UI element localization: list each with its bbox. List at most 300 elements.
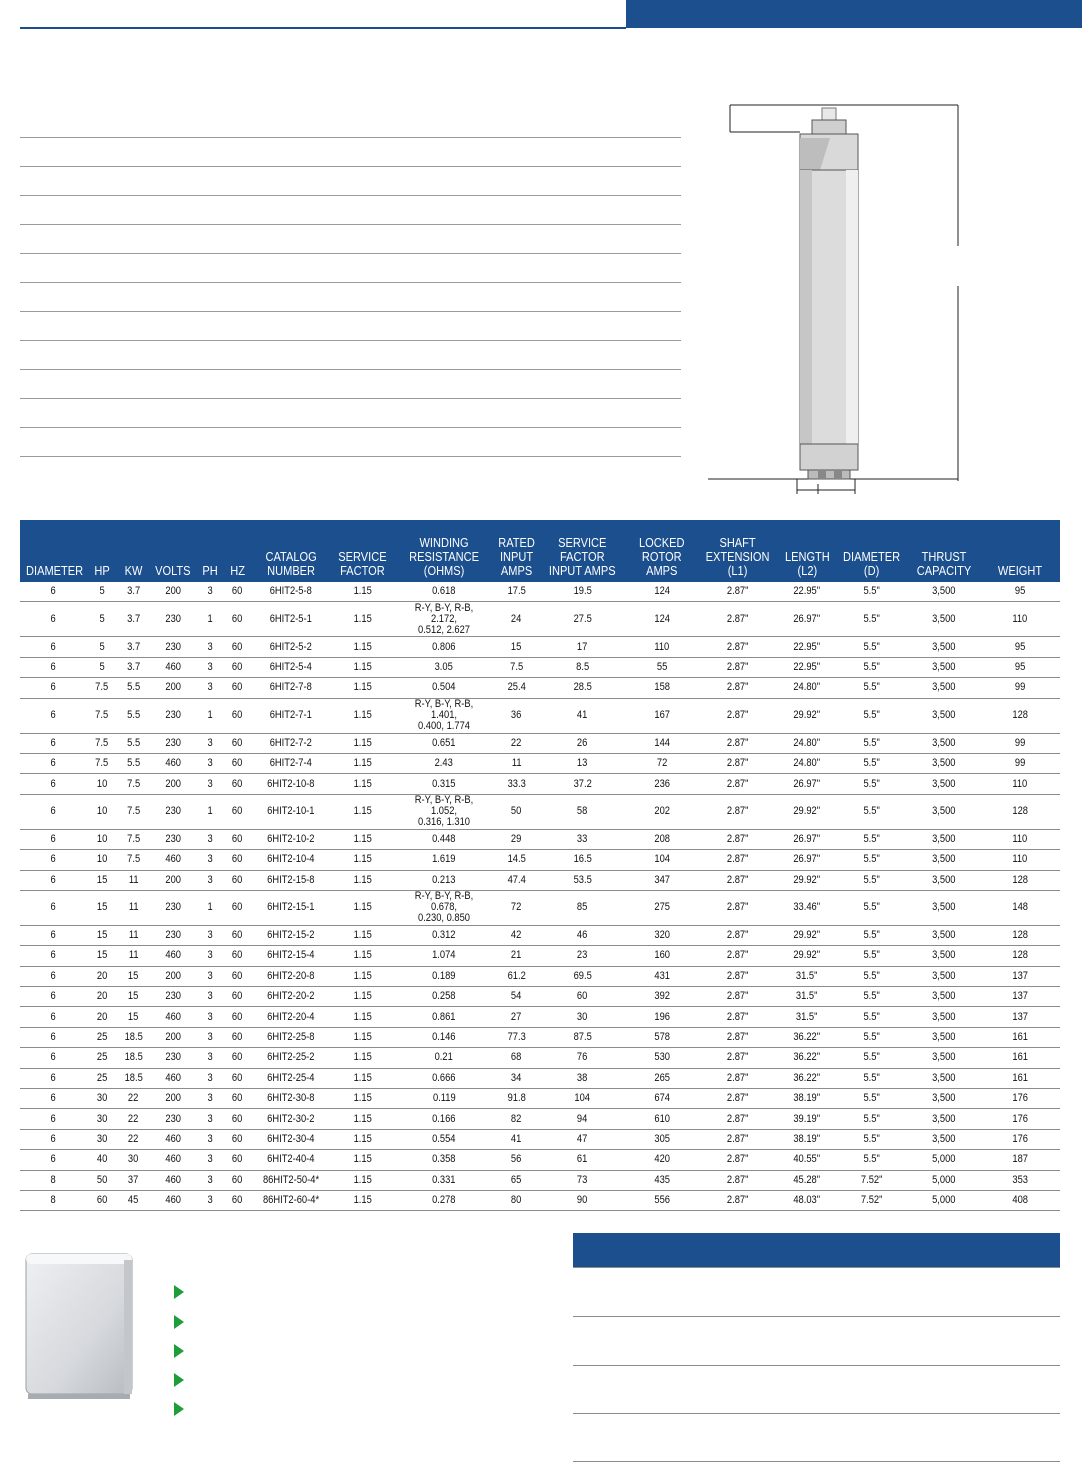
table-cell-value: 5.5" <box>863 805 881 818</box>
table-cell <box>539 1027 626 1047</box>
table-cell-value: 1.15 <box>353 949 372 962</box>
table-cell-value: 53.5 <box>573 873 592 886</box>
table-cell <box>196 987 224 1007</box>
table-cell-value: 431 <box>654 969 670 982</box>
table-cell-value: 1.15 <box>353 1092 372 1105</box>
table-cell <box>698 946 778 966</box>
spec-list-rule <box>20 369 681 370</box>
table-cell-value: 3,500 <box>932 949 956 962</box>
table-cell <box>908 925 980 945</box>
table-cell-value: 77.3 <box>507 1031 526 1044</box>
table-cell-value: 2.87" <box>727 873 749 886</box>
table-cell-value: 33.3 <box>507 777 526 790</box>
table-cell <box>626 582 698 602</box>
table-cell <box>626 870 698 890</box>
table-cell <box>778 733 836 753</box>
table-cell-value: 6 <box>50 709 57 722</box>
table-cell <box>331 582 394 602</box>
table-cell-value: 7.52" <box>861 1194 883 1207</box>
table-cell-value: 15 <box>128 990 139 1003</box>
table-cell-value: 6 <box>50 681 57 694</box>
table-cell-value: 36.22" <box>793 1051 821 1064</box>
table-cell-value: 176 <box>1012 1133 1028 1145</box>
column-header-label: SERVICE FACTOR INPUT AMPS <box>549 535 616 578</box>
table-cell-value: 5.5" <box>863 681 881 694</box>
table-cell-value: 60 <box>232 1112 243 1125</box>
table-cell-value: 3.7 <box>126 640 140 653</box>
table-cell-value: 30 <box>96 1112 108 1125</box>
table-cell-value: 2.87" <box>727 585 749 598</box>
table-cell <box>778 774 836 794</box>
table-cell-value: 36 <box>511 709 522 722</box>
table-cell-value: 6 <box>50 1092 57 1105</box>
table-cell <box>778 1027 836 1047</box>
table-cell <box>117 1027 150 1047</box>
table-cell-value: 5.5" <box>863 990 881 1003</box>
table-cell <box>117 774 150 794</box>
table-cell <box>20 1027 87 1047</box>
table-cell <box>394 1190 494 1210</box>
table-cell-value: 2.87" <box>727 1051 749 1064</box>
table-row <box>20 794 1060 829</box>
table-cell-value: 1.15 <box>353 1010 372 1023</box>
table-cell <box>331 1068 394 1088</box>
column-header <box>196 520 224 582</box>
table-cell-value: 347 <box>654 873 670 886</box>
table-cell-value: 124 <box>654 612 670 625</box>
table-cell <box>224 1068 251 1088</box>
table-cell-value: 60 <box>232 1153 243 1166</box>
table-cell <box>778 890 836 925</box>
table-cell-value: 15 <box>96 873 108 886</box>
table-cell-value: 3,500 <box>932 757 956 770</box>
table-cell <box>980 1068 1060 1088</box>
table-cell-value: 2.87" <box>727 805 749 818</box>
table-cell-value: 47.4 <box>507 873 526 886</box>
table-cell <box>150 1027 196 1047</box>
table-cell-value: 6 <box>50 990 57 1003</box>
table-cell-value: 1.074 <box>432 949 456 962</box>
table-cell <box>539 698 626 733</box>
column-header-label: PH <box>202 563 218 578</box>
table-cell-value: 10 <box>96 853 108 866</box>
table-cell <box>196 678 224 698</box>
table-cell-value: 6HIT2-5-1 <box>269 612 313 625</box>
table-cell-value: 1.15 <box>353 990 372 1003</box>
table-cell-value: 22 <box>511 736 522 749</box>
spec-list-rule <box>20 427 681 428</box>
table-cell <box>150 1190 196 1210</box>
table-cell-value: 46 <box>577 929 588 942</box>
table-cell-value: 69.5 <box>573 969 592 982</box>
table-cell-value: 5 <box>99 640 105 653</box>
table-cell <box>224 1048 251 1068</box>
table-cell-value: 5.5 <box>126 736 140 749</box>
table-cell <box>778 1048 836 1068</box>
table-cell <box>20 829 87 849</box>
table-cell <box>20 966 87 986</box>
table-cell-value: 1.15 <box>353 805 372 818</box>
table-cell-value: 40.55" <box>793 1153 821 1166</box>
table-cell-value: 85 <box>577 901 588 914</box>
table-cell-value: 0.189 <box>432 969 456 982</box>
table-cell <box>394 1170 494 1190</box>
table-cell <box>394 657 494 677</box>
table-cell <box>196 870 224 890</box>
table-cell <box>539 678 626 698</box>
table-cell <box>331 1048 394 1068</box>
table-cell <box>539 1129 626 1149</box>
table-cell <box>626 698 698 733</box>
table-cell <box>698 850 778 870</box>
table-cell-value: 1.15 <box>353 1173 372 1186</box>
table-cell <box>196 966 224 986</box>
table-cell-value: 7.5 <box>126 832 140 845</box>
table-cell <box>394 966 494 986</box>
table-cell-value: 5.5 <box>126 757 140 770</box>
table-cell <box>539 637 626 657</box>
table-cell-value: 460 <box>165 1194 181 1207</box>
table-cell <box>196 1190 224 1210</box>
table-cell-value: 2.87" <box>727 1071 749 1084</box>
table-cell <box>117 733 150 753</box>
table-row <box>20 1190 1060 1210</box>
table-cell-value: 3 <box>207 1051 213 1064</box>
table-cell <box>87 657 117 677</box>
table-cell <box>20 890 87 925</box>
table-cell <box>836 850 908 870</box>
table-cell <box>150 966 196 986</box>
table-cell <box>196 698 224 733</box>
table-cell-value: 408 <box>1012 1194 1028 1207</box>
table-cell <box>908 1190 980 1210</box>
table-cell <box>224 678 251 698</box>
table-cell-value: 128 <box>1012 805 1028 818</box>
table-cell <box>150 1109 196 1129</box>
table-cell <box>494 602 539 637</box>
table-cell <box>117 987 150 1007</box>
table-cell-value: 6HIT2-30-2 <box>267 1112 315 1125</box>
table-row <box>20 946 1060 966</box>
table-cell <box>117 1109 150 1129</box>
column-header <box>836 520 908 582</box>
table-cell <box>150 829 196 849</box>
table-cell <box>20 582 87 602</box>
table-cell-value: 82 <box>511 1112 522 1125</box>
table-cell <box>20 1190 87 1210</box>
table-cell-value: 1.15 <box>353 660 372 673</box>
table-cell-value: 6 <box>50 832 57 845</box>
table-cell-value: 5.5" <box>863 1133 881 1145</box>
table-cell-value: 25 <box>96 1051 108 1064</box>
table-cell-value: 17 <box>577 640 588 653</box>
table-cell <box>20 1007 87 1027</box>
table-cell <box>196 1170 224 1190</box>
table-cell-value: 20 <box>96 1010 108 1023</box>
table-cell-value: 5,000 <box>932 1194 956 1207</box>
table-cell <box>196 794 224 829</box>
table-cell <box>224 890 251 925</box>
spec-list-rule <box>20 398 681 399</box>
table-cell <box>626 1068 698 1088</box>
table-cell-value: 1.15 <box>353 585 372 598</box>
table-row <box>20 733 1060 753</box>
table-cell <box>394 774 494 794</box>
table-cell-value: 0.21 <box>434 1051 454 1064</box>
table-cell-value: 5 <box>99 585 105 598</box>
table-cell-value: 7.5 <box>95 757 109 770</box>
table-cell <box>494 733 539 753</box>
table-cell <box>494 774 539 794</box>
table-cell-value: 5.5" <box>863 612 881 625</box>
table-cell-value: 5.5" <box>863 1071 881 1084</box>
table-cell-value: 230 <box>165 1112 181 1125</box>
table-cell-value: 148 <box>1012 901 1028 914</box>
column-header <box>980 520 1060 582</box>
table-cell-value: 73 <box>577 1173 588 1186</box>
table-cell-value: 161 <box>1012 1071 1028 1084</box>
table-cell <box>778 1129 836 1149</box>
table-cell-value: 187 <box>1012 1153 1028 1166</box>
table-cell <box>980 1089 1060 1109</box>
table-cell-value: 8 <box>50 1194 57 1207</box>
table-cell-value: 30 <box>128 1153 139 1166</box>
table-cell-value: 3.7 <box>126 660 140 673</box>
table-cell <box>331 733 394 753</box>
table-cell-value: 5.5" <box>863 832 881 845</box>
table-cell <box>494 1007 539 1027</box>
table-cell-value: 45 <box>128 1194 139 1207</box>
table-cell-value: 47 <box>577 1133 588 1145</box>
table-cell-value: 0.651 <box>432 736 456 749</box>
table-cell-value: 5.5" <box>863 929 881 942</box>
table-cell-value: 1.15 <box>353 929 372 942</box>
table-cell-value: 61.2 <box>507 969 526 982</box>
table-header-row <box>20 520 1060 582</box>
table-row <box>20 890 1060 925</box>
table-cell <box>908 582 980 602</box>
table-cell-value: 1.15 <box>353 640 372 653</box>
table-cell-value: 6HIT2-7-2 <box>269 736 313 749</box>
table-cell <box>539 1089 626 1109</box>
table-cell <box>539 774 626 794</box>
table-cell-value: 578 <box>654 1031 670 1044</box>
table-cell-value: 1.15 <box>353 612 372 625</box>
table-cell-value: 1.15 <box>353 1194 372 1207</box>
table-cell <box>224 794 251 829</box>
table-cell-value: 60 <box>232 660 243 673</box>
table-cell-value: 22 <box>128 1092 139 1105</box>
table-cell <box>20 1129 87 1149</box>
table-cell <box>394 602 494 637</box>
table-cell <box>224 1150 251 1170</box>
table-cell <box>224 753 251 773</box>
table-cell <box>117 850 150 870</box>
table-cell <box>908 1129 980 1149</box>
table-cell-value: 3 <box>207 777 213 790</box>
table-cell-value: 26.97" <box>793 777 821 790</box>
table-cell <box>698 1190 778 1210</box>
table-cell-value: 137 <box>1012 969 1028 982</box>
table-cell <box>836 1170 908 1190</box>
table-cell-value: 76 <box>577 1051 588 1064</box>
table-cell-value: 158 <box>654 681 670 694</box>
table-cell-value: 7.5 <box>126 805 140 818</box>
table-cell <box>87 1170 117 1190</box>
table-cell-value: 200 <box>165 681 181 694</box>
green-triangle-bullet-icon <box>174 1402 184 1416</box>
table-cell <box>150 698 196 733</box>
table-cell-value: 38.19" <box>793 1133 821 1145</box>
accessory-table-rule <box>573 1413 1060 1414</box>
table-cell-value: 2.87" <box>727 1031 749 1044</box>
table-cell-value: 2.87" <box>727 681 749 694</box>
table-cell <box>224 637 251 657</box>
table-cell-value: 3 <box>207 873 213 886</box>
table-cell-value: 128 <box>1012 929 1028 942</box>
table-cell-value: 3,500 <box>932 1031 956 1044</box>
table-cell <box>980 794 1060 829</box>
table-cell-value: 5.5" <box>863 660 881 673</box>
table-cell-value: 1.619 <box>432 853 456 866</box>
table-cell <box>20 637 87 657</box>
table-cell-value: 48.03" <box>793 1194 821 1207</box>
table-cell <box>626 774 698 794</box>
table-cell <box>87 678 117 698</box>
table-cell-value: 6HIT2-5-2 <box>269 640 313 653</box>
table-cell <box>980 1007 1060 1027</box>
table-cell <box>251 1048 331 1068</box>
table-cell-value: 6 <box>50 949 57 962</box>
table-cell-value: 1.15 <box>353 757 372 770</box>
table-cell-value: 45.28" <box>793 1173 821 1186</box>
table-cell <box>980 733 1060 753</box>
table-cell <box>20 753 87 773</box>
table-cell <box>980 1150 1060 1170</box>
column-header-label: WINDING RESISTANCE (OHMS) <box>409 535 479 578</box>
table-cell <box>980 657 1060 677</box>
table-cell <box>150 1170 196 1190</box>
table-cell-value: 230 <box>165 929 181 942</box>
table-cell-value: 3.05 <box>434 660 454 673</box>
table-cell <box>196 657 224 677</box>
table-cell-value: 0.312 <box>432 929 456 942</box>
table-cell-value: 6 <box>50 929 57 942</box>
column-header <box>251 520 331 582</box>
table-cell-value: 3,500 <box>932 873 956 886</box>
table-cell <box>224 1109 251 1129</box>
table-cell <box>836 794 908 829</box>
table-cell <box>331 1170 394 1190</box>
table-cell-value: 6HIT2-10-8 <box>267 777 315 790</box>
table-cell-value: 3,500 <box>932 1112 956 1125</box>
table-cell <box>494 1150 539 1170</box>
table-cell-value: 11 <box>511 757 522 770</box>
table-cell-value: 167 <box>654 709 670 722</box>
table-cell <box>150 1150 196 1170</box>
table-cell-value: 6 <box>50 969 57 982</box>
table-cell <box>626 829 698 849</box>
table-cell <box>778 794 836 829</box>
table-cell-value: 60 <box>232 681 243 694</box>
table-cell <box>87 698 117 733</box>
table-cell-value: 38.19" <box>793 1092 821 1105</box>
table-cell-value: 2.87" <box>727 949 749 962</box>
table-cell-value: 353 <box>1012 1173 1028 1186</box>
table-cell <box>224 829 251 849</box>
table-cell-value: 3,500 <box>932 681 956 694</box>
table-cell <box>117 698 150 733</box>
table-cell <box>394 870 494 890</box>
table-cell-value: 208 <box>654 832 670 845</box>
table-row <box>20 1048 1060 1068</box>
table-cell-value: 21 <box>511 949 522 962</box>
table-cell <box>778 850 836 870</box>
table-cell-value: 6 <box>50 1153 57 1166</box>
table-cell <box>494 657 539 677</box>
table-cell <box>626 1089 698 1109</box>
table-cell-value: 16.5 <box>573 853 592 866</box>
table-cell <box>251 1129 331 1149</box>
table-cell <box>980 1048 1060 1068</box>
table-cell <box>778 1150 836 1170</box>
table-cell <box>150 1068 196 1088</box>
table-cell-value: 22 <box>128 1133 139 1145</box>
table-cell <box>778 753 836 773</box>
table-cell-value: 6HIT2-30-4 <box>267 1133 315 1145</box>
table-cell <box>117 1007 150 1027</box>
table-cell <box>908 870 980 890</box>
table-cell-value: 60 <box>232 1092 243 1105</box>
column-header-label: THRUST CAPACITY <box>916 549 972 578</box>
table-cell <box>224 698 251 733</box>
table-cell <box>117 829 150 849</box>
table-cell-value: 2.87" <box>727 1112 749 1125</box>
motor-specs-table <box>20 520 1060 1211</box>
table-cell <box>698 1109 778 1129</box>
table-cell-value: 72 <box>656 757 668 770</box>
table-cell <box>20 733 87 753</box>
table-cell-value: 6 <box>50 585 57 598</box>
table-cell-value: 6HIT2-25-8 <box>267 1031 315 1044</box>
table-cell <box>117 1048 150 1068</box>
table-cell <box>980 870 1060 890</box>
table-cell-value: 3,500 <box>932 1051 956 1064</box>
table-cell-value: 6 <box>50 1031 57 1044</box>
table-cell <box>20 774 87 794</box>
table-cell-value: 15 <box>128 1010 139 1023</box>
table-cell <box>87 1048 117 1068</box>
table-cell-value: 18.5 <box>124 1071 143 1084</box>
table-cell <box>698 966 778 986</box>
table-cell <box>836 657 908 677</box>
table-cell-value: 6HIT2-15-4 <box>267 949 315 962</box>
table-cell <box>196 753 224 773</box>
table-cell <box>836 1068 908 1088</box>
table-cell <box>150 1089 196 1109</box>
table-cell <box>778 925 836 945</box>
table-cell-value: 99 <box>1014 757 1026 770</box>
table-cell <box>196 850 224 870</box>
table-cell-value: 65 <box>511 1173 522 1186</box>
table-cell <box>908 733 980 753</box>
table-cell-value: 137 <box>1012 990 1028 1003</box>
table-cell <box>224 602 251 637</box>
table-cell <box>394 1129 494 1149</box>
table-cell-value: 22 <box>128 1112 139 1125</box>
table-cell <box>778 829 836 849</box>
table-cell <box>331 1109 394 1129</box>
